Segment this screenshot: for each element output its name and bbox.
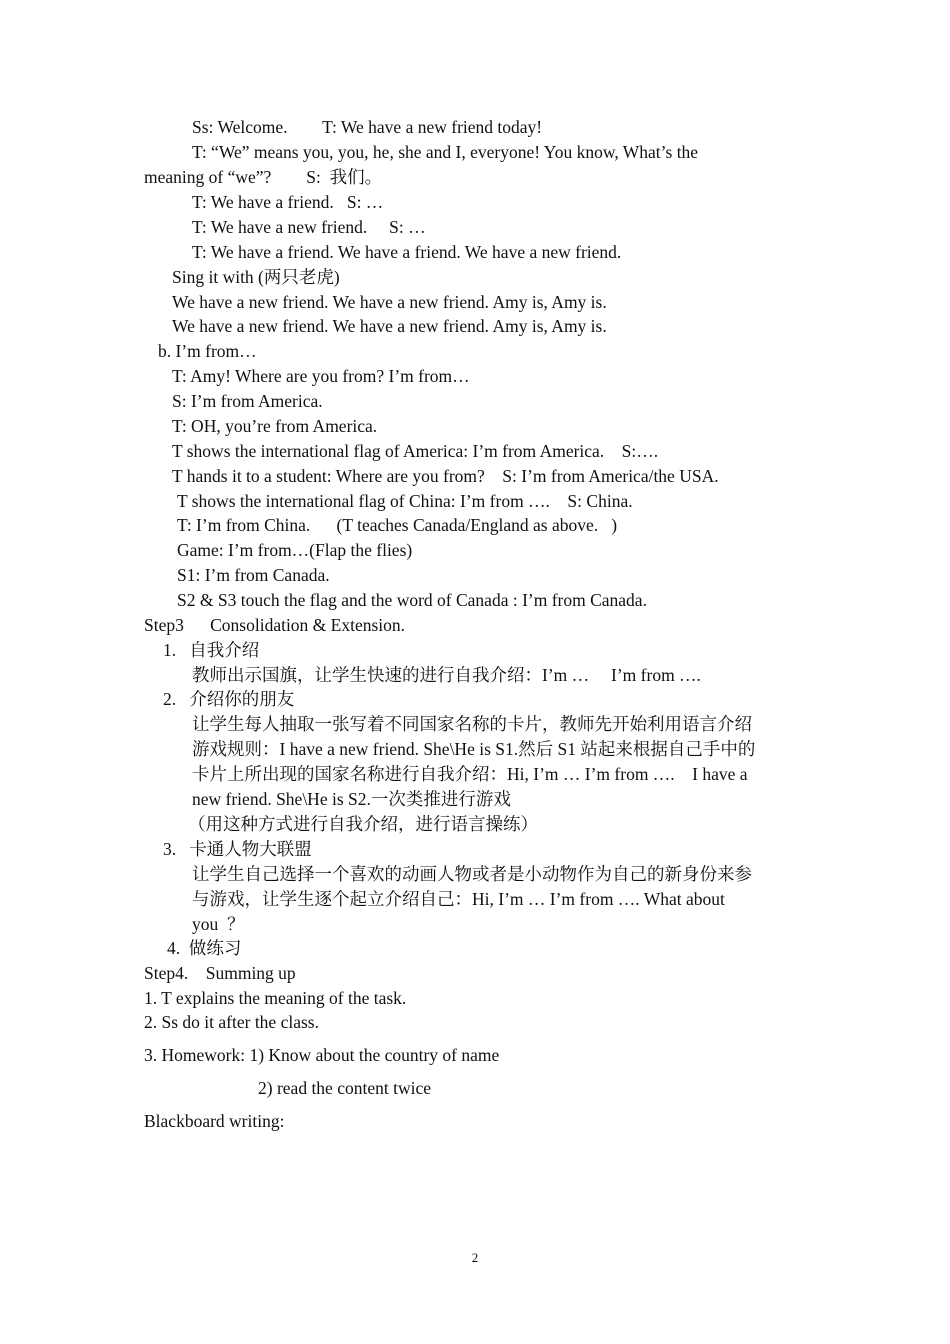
- text-line: T: We have a friend. We have a friend. We have a new friend.: [192, 242, 622, 262]
- section-heading: Step4. Summing up: [144, 963, 296, 983]
- text-line: T shows the international flag of China: I’m from …. S: China.: [177, 491, 633, 511]
- list-item: 2. 介绍你的朋友: [163, 689, 295, 709]
- text-line: new friend. She\He is S2.一次类推进行游戏: [192, 789, 511, 809]
- text-line: 让学生每人抽取一张写着不同国家名称的卡片，教师先开始利用语言介绍: [192, 714, 752, 734]
- text-line: 游戏规则：I have a new friend. She\He is S1.然后 S1 站起来根据自己手中的: [192, 739, 756, 759]
- text-line: 2. Ss do it after the class.: [144, 1012, 319, 1032]
- text-line: T hands it to a student: Where are you from? S: I’m from America/the USA.: [172, 466, 719, 486]
- text-line: （用这种方式进行自我介绍，进行语言操练）: [188, 814, 538, 834]
- text-line: S: I’m from America.: [172, 391, 323, 411]
- text-line: 教师出示国旗，让学生快速的进行自我介绍：I’m … I’m from ….: [192, 665, 701, 685]
- list-item: 4. 做练习: [167, 938, 242, 958]
- page-number: 2: [471, 1250, 479, 1265]
- text-line: b. I’m from…: [158, 341, 257, 361]
- text-line: you ？: [192, 914, 245, 934]
- text-line: Ss: Welcome. T: We have a new friend today!: [192, 117, 543, 137]
- text-line: We have a new friend. We have a new friend. Amy is, Amy is.: [172, 292, 607, 312]
- text-line: S2 & S3 touch the flag and the word of Canada : I’m from Canada.: [177, 590, 647, 610]
- text-line: T: OH, you’re from America.: [172, 416, 378, 436]
- text-line: 2) read the content twice: [258, 1078, 431, 1098]
- text-line: T: “We” means you, you, he, she and I, everyone! You know, What’s the: [192, 142, 699, 162]
- text-line: T: Amy! Where are you from? I’m from…: [172, 366, 470, 386]
- text-line: T: We have a friend. S: …: [192, 192, 384, 212]
- text-line: 3. Homework: 1) Know about the country of name: [144, 1045, 500, 1065]
- text-line: We have a new friend. We have a new friend. Amy is, Amy is.: [172, 316, 607, 336]
- list-item: 1. 自我介绍: [163, 640, 260, 660]
- text-line: T: I’m from China. (T teaches Canada/England as above. ): [177, 515, 618, 535]
- text-line: meaning of “we”? S: 我们。: [144, 167, 383, 187]
- text-line: T shows the international flag of America: I’m from America. S:….: [172, 441, 659, 461]
- list-item: 3. 卡通人物大联盟: [163, 839, 312, 859]
- text-line: 与游戏，让学生逐个起立介绍自己：Hi, I’m … I’m from …. What about: [192, 889, 725, 909]
- text-line: Sing it with (两只老虎): [172, 267, 340, 287]
- text-line: Blackboard writing:: [144, 1111, 285, 1131]
- text-line: Game: I’m from…(Flap the flies): [177, 540, 413, 560]
- text-line: S1: I’m from Canada.: [177, 565, 330, 585]
- text-line: 1. T explains the meaning of the task.: [144, 988, 407, 1008]
- text-line: T: We have a new friend. S: …: [192, 217, 426, 237]
- section-heading: Step3 Consolidation & Extension.: [144, 615, 406, 635]
- text-line: 让学生自己选择一个喜欢的动画人物或者是小动物作为自己的新身份来参: [192, 864, 752, 884]
- text-line: 卡片上所出现的国家名称进行自我介绍：Hi, I’m … I’m from …. I have a: [192, 764, 748, 784]
